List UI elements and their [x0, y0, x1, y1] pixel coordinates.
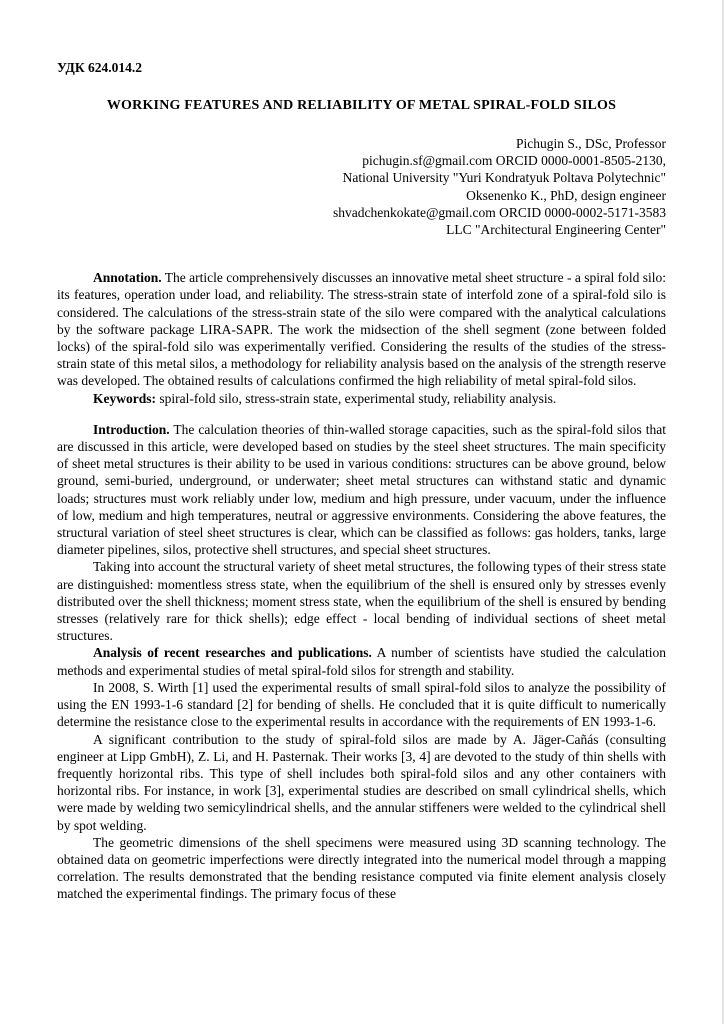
paragraph-wirth-study [57, 679, 666, 731]
paragraph-text: The geometric dimensions of the shell specimens were measured using 3D scanning technology. The obtained data on geometric imperfections were directly integrated into the numerical model through a mapping correlation. The results demonstrated that the bending resistance computed via finite element analysis closely matched the experimental findings. The primary focus of these [57, 834, 666, 902]
paper-title: WORKING FEATURES AND RELIABILITY OF METAL SPIRAL-FOLD SILOS [106, 98, 617, 113]
author-affiliation-line: National University "Yuri Kondratyuk Poltava Polytechnic" [342, 170, 666, 186]
paragraph-text: The calculation theories of thin-walled storage capacities, such as the spiral-fold silos that are discussed in this article, were developed based on studies by the steel sheet structures. The main specificity of sheet metal structures is their ability to be used in various conditions: structures can be above ground, below ground, semi-buried, underground, or underwater; sheet metal structures can withstand static and dynamic loads; structures must work reliably under low, medium and high pressure, under vacuum, under the influence of low, medium and high temperatures, neutral or aggressive environments. Considering the above features, the structural variation of steel sheet structures is clear, which can be classified as follows: gas holders, tanks, large diameter pipelines, silos, protective shell structures, and special sheet structures. [57, 421, 666, 558]
paragraph-jager-canas-study [57, 731, 666, 834]
paragraph-annotation [57, 269, 666, 389]
paragraph-keywords [57, 390, 666, 407]
paragraph-stress-states [57, 558, 666, 644]
paragraph-text: spiral-fold silo, stress-strain state, experimental study, reliability analysis. [156, 390, 557, 406]
paragraph-text: A number of scientists have studied the calculation methods and experimental studies of metal spiral-fold silos for strength and stability. [57, 645, 667, 678]
author-email-orcid-line: pichugin.sf@gmail.com ORCID 0000-0001-8505-2130, [362, 153, 666, 169]
keywords-heading: Keywords: [93, 390, 156, 406]
introduction-heading: Introduction. [93, 421, 170, 437]
author-name-line: Pichugin S., DSc, Professor [515, 136, 666, 151]
paragraph-text: A significant contribution to the study of spiral-fold silos are made by A. Jäger-Cañás (consulting engineer at Lipp GmbH), Z. Li, and H. Pasternak. Their works [3, 4] are devoted to the study of thin shells with frequently horizontal ribs. This type of shell includes both spiral-fold silos and any other containers with horizontal ribs. For instance, in work [3], experimental studies are described on small cylindrical shells, which were made by welding two semicylindrical shells, and the annular stiffeners were welded to the cylindrical shell by spot welding. [57, 731, 666, 833]
author-block [57, 135, 666, 238]
article-body [57, 269, 666, 902]
analysis-heading: Analysis of recent researches and publications. [93, 645, 372, 661]
author-name-line: Oksenenko K., PhD, design engineer [466, 187, 666, 203]
paragraph-3d-scanning [57, 834, 666, 903]
udc-number: УДК 624.014.2 [57, 60, 142, 75]
paragraph-text: In 2008, S. Wirth [1] used the experimental results of small spiral-fold silos to analyze the possibility of using the EN 1993-1-6 standard [2] for bending of shells. He concluded that it is quite difficult to numerically determine the resistance close to the experimental results in accordance with the requirements of EN 1993-1-6. [57, 679, 666, 730]
paragraph-text: The article comprehensively discusses an innovative metal sheet structure - a spiral fold silo: its features, operation under load, and reliability. The stress-strain state of interfold zone of a spiral-fold silo is considered. The calculations of the stress-strain state of the silo were compared with the analytical calculations by the software package LIRA-SAPR. The work the midsection of the shell segment (zone between folded locks) of the spiral-fold silo was experimentally verified. Considering the results of the studies of the stress-strain state of this metal silos, a methodology for reliability analysis based on the analysis of the strength reserve was developed. The obtained results of calculations confirmed the high reliability of metal spiral-fold silos. [57, 270, 666, 389]
author-affiliation-line: LLC "Architectural Engineering Center" [446, 222, 666, 238]
paragraph-introduction [57, 421, 666, 559]
author-email-orcid-line: shvadchenkokate@gmail.com ORCID 0000-0002-5171-3583 [333, 204, 666, 220]
annotation-heading: Annotation. [93, 270, 162, 286]
paragraph-text: Taking into account the structural variety of sheet metal structures, the following types of their stress state are distinguished: momentless stress state, when the equilibrium of the shell is ensured only by stresses evenly distributed over the shell thickness; moment stress state, when the equilibrium of the shell is ensured by bending stresses (relatively rare for thick shells); edge effect - local bending of individual sections of sheet metal structures. [57, 559, 666, 644]
paragraph-analysis [57, 644, 666, 678]
